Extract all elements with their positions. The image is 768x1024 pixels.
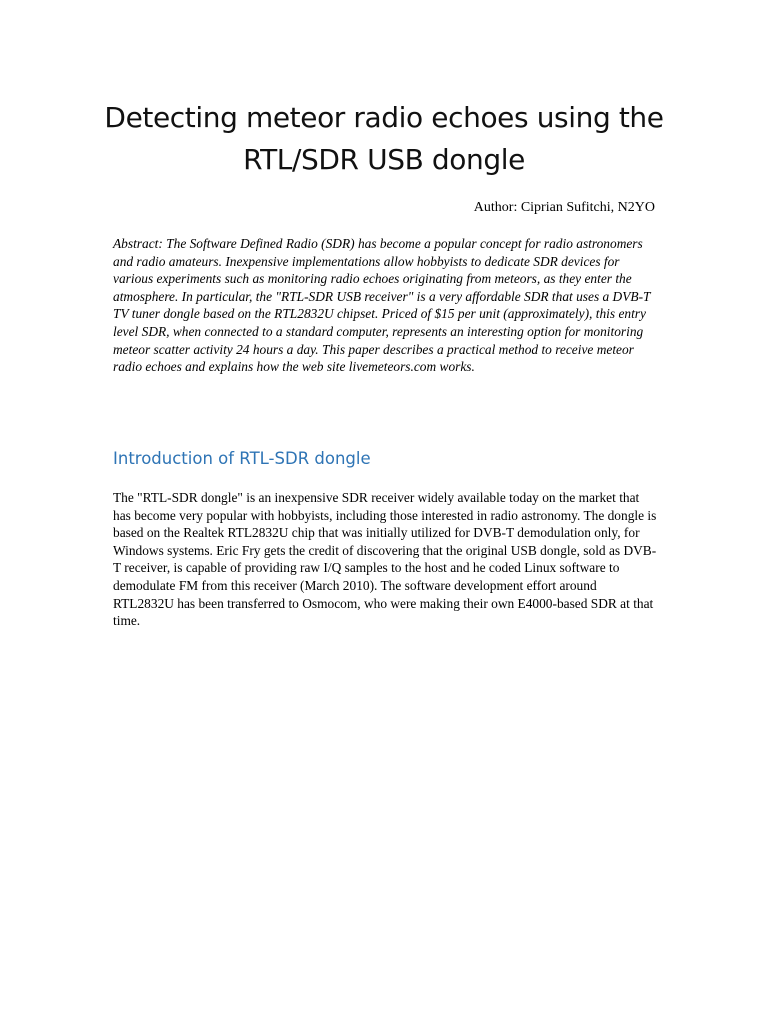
document-title: Detecting meteor radio echoes using the RTL/SDR USB dongle — [104, 101, 664, 176]
abstract-paragraph: Abstract: The Software Defined Radio (SDR) has become a popular concept for radio astronomers and radio amateurs. Inexpensive implementations allow hobbyists to dedicate SDR devices for various experiments such as monitoring radio echoes originating from meteors, as they enter the atmosphere. In particular, the "RTL-SDR USB receiver" is a very affordable SDR that uses a DVB-T TV tuner dongle based on the RTL2832U chipset. Priced of $15 per unit (approximately), this entry level SDR, when connected to a standard computer, represents an interesting option for monitoring meteor scatter activity 24 hours a day. This paper describes a practical method to receive meteor radio echoes and explains how the web site livemeteors.com works. — [113, 236, 651, 375]
section-body-paragraph: The "RTL-SDR dongle" is an inexpensive SDR receiver widely available today on the market that has become very popular with hobbyists, including those interested in radio astronomy. The dongle is based on the Realtek RTL2832U chip that was initially utilized for DVB-T demodulation only, for Windows systems. Eric Fry gets the credit of discovering that the original USB dongle, sold as DVB-T receiver, is capable of providing raw I/Q samples to the host and he coded Linux software to demodulate FM from this receiver (March 2010). The software development effort around RTL2832U has been transferred to Osmocom, who were making their own E4000-based SDR at that time. — [113, 490, 657, 629]
author-line: Author: Ciprian Sufitchi, N2YO — [473, 200, 655, 215]
section-heading: Introduction of RTL-SDR dongle — [113, 449, 371, 468]
